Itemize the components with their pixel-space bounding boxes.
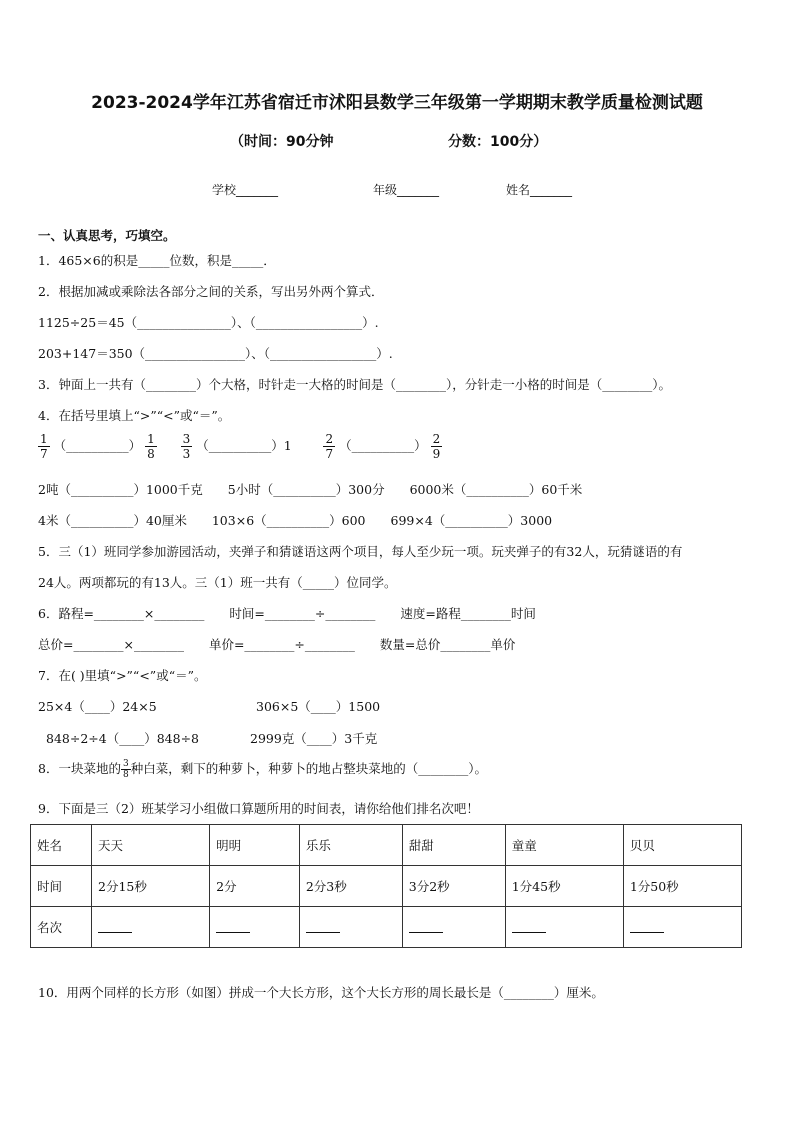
table-cell: 姓名 bbox=[31, 825, 92, 866]
table-cell: 3分2秒 bbox=[402, 866, 505, 907]
question-4-row2: 2吨（__________）1000千克 5小时（__________）300分 6000米（__________）60千米 bbox=[38, 482, 583, 497]
fraction: $\frac{3}{3}$ bbox=[182, 432, 191, 461]
question-4: 4．在括号里填上“>”“<”或“＝”。 bbox=[38, 408, 231, 423]
school-field: 学校_______ bbox=[212, 183, 279, 197]
question-2a: 1125÷25＝45（_______________）、（_________________）. bbox=[38, 315, 379, 330]
question-8: 8．一块菜地的 $\frac{3}{8}$ 种白菜，剩下的种萝卜，种萝卜的地占整块菜地的（________）。 bbox=[38, 759, 487, 780]
table-cell: 2分 bbox=[210, 866, 300, 907]
question-9: 9．下面是三（2）班某学习小组做口算题所用的时间表，请你给他们排名次吧！ bbox=[38, 801, 479, 816]
question-2: 2．根据加减或乘除法各部分之间的关系，写出另外两个算式． bbox=[38, 284, 384, 299]
table-cell: 乐乐 bbox=[299, 825, 402, 866]
question-3: 3．钟面上一共有（________）个大格，时针走一大格的时间是（________），分针走一小格的时间是（________）。 bbox=[38, 377, 671, 392]
fraction: $\frac{2}{7}$ bbox=[325, 432, 334, 461]
question-6-line2: 总价=________×________ 单价=________÷________ 数量=总价________单价 bbox=[38, 637, 516, 652]
compare-blank: （__________） bbox=[339, 438, 427, 453]
question-2b: 203+147＝350（________________）、（_________________）. bbox=[38, 346, 393, 361]
table-cell: 名次 bbox=[31, 907, 92, 948]
question-5-line1: 5．三（1）班同学参加游园活动，夹弹子和猜谜语这两个项目，每人至少玩一项。玩夹弹子的有32人，玩猜谜语的有 bbox=[38, 544, 683, 559]
rank-blank[interactable] bbox=[623, 907, 741, 948]
table-cell: 1分50秒 bbox=[623, 866, 741, 907]
name-field: 姓名_______ bbox=[506, 183, 573, 197]
grade-field: 年级_______ bbox=[373, 183, 440, 197]
fraction: $\frac{3}{8}$ bbox=[122, 759, 129, 780]
table-cell: 2分15秒 bbox=[92, 866, 210, 907]
question-5-line2: 24人。两项都玩的有13人。三（1）班一共有（_____）位同学。 bbox=[38, 575, 397, 590]
rank-blank[interactable] bbox=[210, 907, 300, 948]
table-cell: 天天 bbox=[92, 825, 210, 866]
table-cell: 2分3秒 bbox=[299, 866, 402, 907]
question-7: 7．在( )里填“>”“<”或“＝”。 bbox=[38, 668, 207, 683]
table-row bbox=[31, 907, 742, 948]
question-7b-right: 2999克（____）3千克 bbox=[250, 731, 378, 746]
rank-blank[interactable] bbox=[299, 907, 402, 948]
exam-time: （时间：90分钟 bbox=[230, 134, 334, 150]
table-cell: 时间 bbox=[31, 866, 92, 907]
table-cell: 甜甜 bbox=[402, 825, 505, 866]
question-10: 10．用两个同样的长方形（如图）拼成一个大长方形，这个大长方形的周长最长是（________）厘米。 bbox=[38, 985, 604, 1000]
question-7a-left: 25×4（____）24×5 bbox=[38, 699, 157, 714]
table-cell: 童童 bbox=[505, 825, 623, 866]
question-4-row3: 4米（__________）40厘米 103×6（__________）600 699×4（__________）3000 bbox=[38, 513, 553, 528]
exam-subtitle bbox=[230, 131, 547, 151]
rank-blank[interactable] bbox=[402, 907, 505, 948]
question-7a-right: 306×5（____）1500 bbox=[256, 699, 381, 714]
fraction: $\frac{1}{8}$ bbox=[147, 432, 155, 461]
page-title: 2023-2024学年江苏省宿迁市沭阳县数学三年级第一学期期末教学质量检测试题 bbox=[91, 93, 703, 113]
fraction: $\frac{2}{9}$ bbox=[432, 432, 441, 461]
compare-blank: （__________） bbox=[53, 438, 142, 453]
table-cell: 明明 bbox=[210, 825, 300, 866]
fraction: $\frac{1}{7}$ bbox=[40, 432, 48, 461]
question-1: 1．465×6的积是_____位数，积是_____． bbox=[38, 253, 276, 268]
question-4-fractions bbox=[38, 432, 442, 461]
question-6-line1: 6．路程=________×________ 时间=________÷________ 速度=路程________时间 bbox=[38, 606, 536, 621]
compare-blank: （__________）1 bbox=[196, 438, 292, 453]
question-7b-left: 848÷2÷4（____）848÷8 bbox=[46, 731, 199, 746]
table-row bbox=[31, 866, 742, 907]
section-heading: 一、认真思考，巧填空。 bbox=[38, 228, 176, 243]
table-row bbox=[31, 825, 742, 866]
table-cell: 1分45秒 bbox=[505, 866, 623, 907]
exam-score: 分数：100分） bbox=[448, 134, 548, 150]
rank-blank[interactable] bbox=[92, 907, 210, 948]
table-cell: 贝贝 bbox=[623, 825, 741, 866]
rank-blank[interactable] bbox=[505, 907, 623, 948]
ranking-table bbox=[30, 824, 742, 948]
